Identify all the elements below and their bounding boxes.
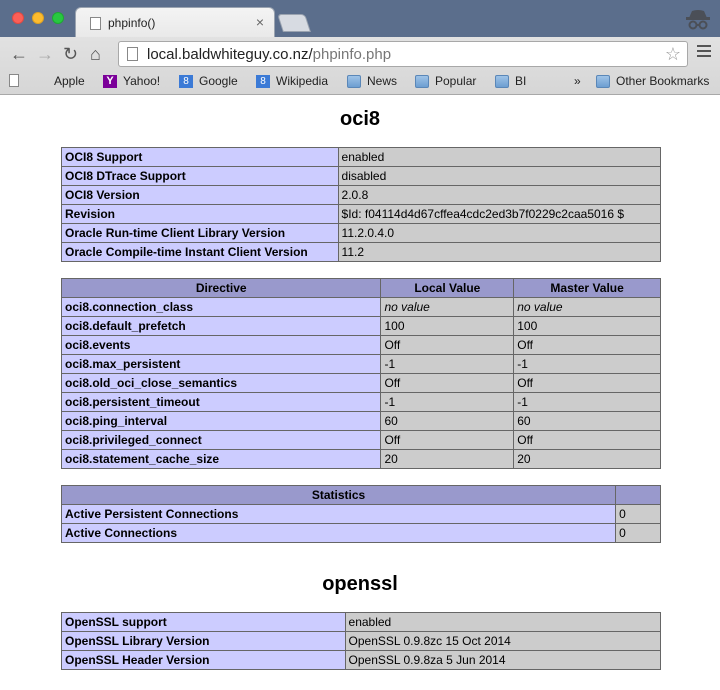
google-icon: 8 — [179, 75, 193, 88]
table-header-row — [62, 279, 661, 298]
directive-name: oci8.persistent_timeout — [62, 393, 381, 412]
directive-name: oci8.old_oci_close_semantics — [62, 374, 381, 393]
table-row — [62, 298, 661, 317]
row-label: OCI8 Version — [62, 186, 339, 205]
oci8-directives-table — [61, 278, 661, 469]
back-icon[interactable]: ← — [10, 44, 28, 64]
table-row — [62, 243, 661, 262]
table-row — [62, 167, 661, 186]
local-value: -1 — [381, 393, 514, 412]
table-row — [62, 393, 661, 412]
table-header-row — [62, 486, 661, 505]
section-heading-oci8: oci8 — [339, 108, 381, 130]
row-value: OpenSSL 0.9.8za 5 Jun 2014 — [345, 651, 660, 670]
local-value — [381, 298, 514, 317]
master-value: 20 — [514, 450, 661, 469]
toolbar — [0, 37, 720, 71]
forward-icon[interactable]: → — [36, 44, 54, 64]
table-row — [62, 374, 661, 393]
table-row — [62, 186, 661, 205]
table-row — [62, 317, 661, 336]
row-value: 2.0.8 — [338, 186, 660, 205]
tab-phpinfo[interactable] — [75, 7, 275, 37]
bookmark-yahoo[interactable]: Y Yahoo! — [103, 74, 160, 88]
local-value: -1 — [381, 355, 514, 374]
master-value: 100 — [514, 317, 661, 336]
section-heading-openssl: openssl — [322, 573, 398, 595]
row-value: enabled — [345, 613, 660, 632]
master-value — [514, 298, 661, 317]
row-label: OCI8 Support — [62, 148, 339, 167]
table-row — [62, 224, 661, 243]
local-value: Off — [381, 431, 514, 450]
wikipedia-icon: 8 — [256, 75, 270, 88]
reload-icon[interactable]: ↻ — [63, 44, 79, 64]
statistic-label: Active Persistent Connections — [62, 505, 616, 524]
apps-shortcut[interactable] — [9, 74, 25, 87]
local-value: 20 — [381, 450, 514, 469]
master-value: 60 — [514, 412, 661, 431]
apple-icon — [34, 75, 48, 88]
folder-icon — [495, 75, 509, 88]
page-icon — [90, 17, 101, 30]
column-header — [616, 486, 661, 505]
openssl-info-table — [61, 612, 661, 670]
row-value: OpenSSL 0.9.8zc 15 Oct 2014 — [345, 632, 660, 651]
bookmark-popular[interactable]: Popular — [415, 74, 476, 88]
browser-chrome — [0, 0, 720, 95]
statistic-value: 0 — [616, 505, 661, 524]
page-icon — [9, 74, 19, 87]
statistic-label: Active Connections — [62, 524, 616, 543]
minimize-window-button[interactable] — [32, 12, 44, 24]
table-row — [62, 431, 661, 450]
row-value: $Id: f04114d4d67cffea4cdc2ed3b7f0229c2caa5016 $ — [338, 205, 660, 224]
row-value: 11.2.0.4.0 — [338, 224, 660, 243]
table-row — [62, 355, 661, 374]
table-row — [62, 632, 661, 651]
other-bookmarks[interactable]: Other Bookmarks — [596, 74, 709, 88]
folder-icon — [347, 75, 361, 88]
url-text[interactable]: local.baldwhiteguy.co.nz/phpinfo.php — [147, 46, 392, 63]
tab-strip — [0, 0, 720, 37]
zoom-window-button[interactable] — [52, 12, 64, 24]
bookmark-bi[interactable]: BI — [495, 74, 526, 88]
menu-icon[interactable] — [697, 45, 711, 59]
close-window-button[interactable] — [12, 12, 24, 24]
master-value: Off — [514, 336, 661, 355]
close-tab-icon[interactable]: × — [255, 14, 264, 30]
directive-name: oci8.statement_cache_size — [62, 450, 381, 469]
page-content — [0, 95, 720, 690]
column-header: Master Value — [514, 279, 661, 298]
directive-name: oci8.ping_interval — [62, 412, 381, 431]
bookmarks-overflow-button[interactable]: » — [574, 74, 581, 88]
column-header: Directive — [62, 279, 381, 298]
row-label: OCI8 DTrace Support — [62, 167, 339, 186]
statistic-value: 0 — [616, 524, 661, 543]
table-row — [62, 505, 661, 524]
directive-name: oci8.max_persistent — [62, 355, 381, 374]
home-icon[interactable]: ⌂ — [90, 44, 101, 64]
bookmarks-bar — [0, 71, 720, 93]
table-row — [62, 613, 661, 632]
oci8-statistics-table — [61, 485, 661, 543]
bookmark-wikipedia[interactable]: 8 Wikipedia — [256, 74, 328, 88]
row-label: Revision — [62, 205, 339, 224]
yahoo-icon: Y — [103, 75, 117, 88]
directive-name: oci8.default_prefetch — [62, 317, 381, 336]
directive-name: oci8.connection_class — [62, 298, 381, 317]
incognito-icon — [683, 5, 713, 35]
tab-title: phpinfo() — [108, 16, 156, 30]
page-icon — [127, 47, 138, 61]
directive-name: oci8.events — [62, 336, 381, 355]
master-value-text: no value — [517, 300, 563, 314]
table-row — [62, 148, 661, 167]
table-row — [62, 205, 661, 224]
folder-icon — [415, 75, 429, 88]
row-label: OpenSSL Header Version — [62, 651, 346, 670]
row-value: disabled — [338, 167, 660, 186]
table-row — [62, 651, 661, 670]
column-header: Statistics — [62, 486, 616, 505]
local-value: Off — [381, 374, 514, 393]
bookmark-google[interactable]: 8 Google — [179, 74, 238, 88]
local-value-text: no value — [384, 300, 430, 314]
master-value: Off — [514, 431, 661, 450]
table-row — [62, 412, 661, 431]
table-row — [62, 450, 661, 469]
table-row — [62, 524, 661, 543]
bookmark-apple[interactable]: Apple — [34, 74, 85, 88]
local-value: Off — [381, 336, 514, 355]
bookmark-news[interactable]: News — [347, 74, 397, 88]
row-label: OpenSSL Library Version — [62, 632, 346, 651]
row-value: 11.2 — [338, 243, 660, 262]
master-value: Off — [514, 374, 661, 393]
folder-icon — [596, 75, 610, 88]
new-tab-button[interactable] — [277, 14, 311, 32]
master-value: -1 — [514, 393, 661, 412]
master-value: -1 — [514, 355, 661, 374]
row-label: Oracle Run-time Client Library Version — [62, 224, 339, 243]
local-value: 100 — [381, 317, 514, 336]
oci8-info-table — [61, 147, 661, 262]
directive-name: oci8.privileged_connect — [62, 431, 381, 450]
table-row — [62, 336, 661, 355]
local-value: 60 — [381, 412, 514, 431]
column-header: Local Value — [381, 279, 514, 298]
bookmark-star-icon[interactable]: ☆ — [664, 44, 681, 64]
address-bar[interactable] — [118, 41, 688, 67]
row-label: OpenSSL support — [62, 613, 346, 632]
row-value: enabled — [338, 148, 660, 167]
row-label: Oracle Compile-time Instant Client Version — [62, 243, 339, 262]
